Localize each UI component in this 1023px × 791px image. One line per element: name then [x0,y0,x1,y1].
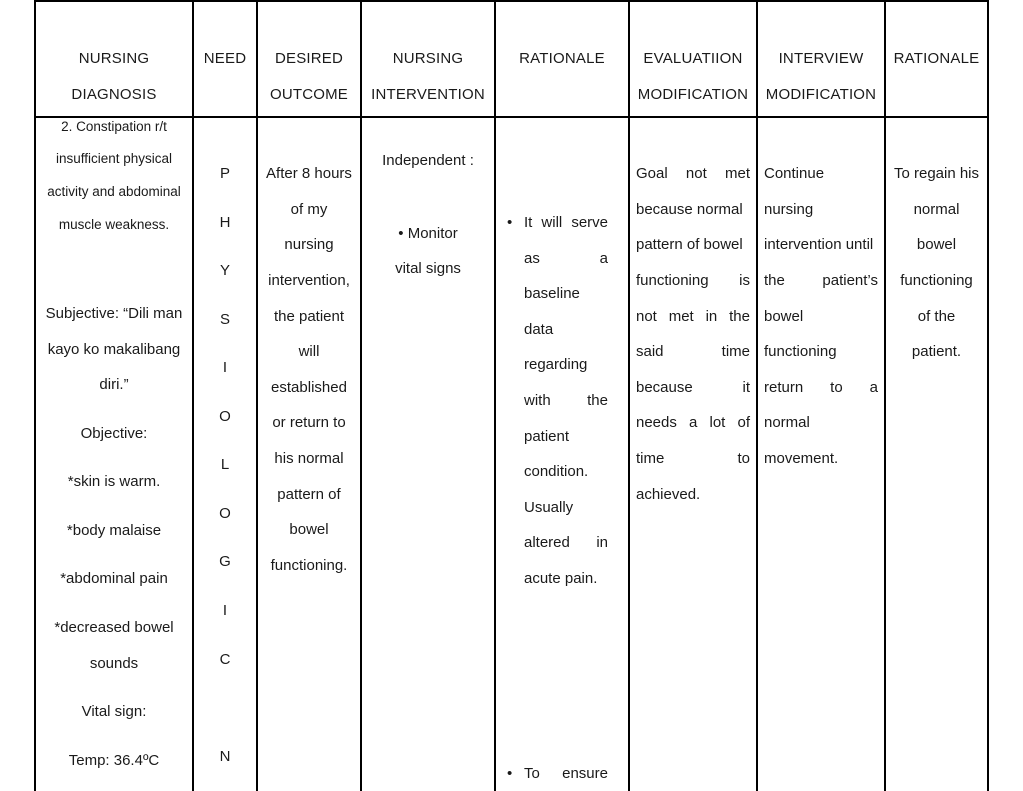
word: a [869,379,878,396]
word: Goal [636,165,668,182]
word: time [636,450,665,467]
header-line: MODIFICATION [765,86,877,103]
bullet-icon: • [398,225,404,242]
word: ensure [562,765,608,782]
intervention-item [362,225,494,243]
interview-line: bowel [764,308,804,325]
objective-line: *skin is warm. [67,473,161,490]
subjective-line: Subjective: “Dili man [45,305,183,322]
header-need [194,2,256,116]
header-desired-outcome [258,2,360,116]
evaluation-line: because normal [636,201,743,218]
diagnosis-line: insufficient physical [55,151,173,166]
rationale-line [524,250,608,268]
interview-line: functioning [764,343,837,360]
objective-line: *decreased bowel [54,619,174,636]
rationale-line: acute pain. [524,570,598,587]
word: the [587,392,608,409]
word: of [737,414,750,431]
word: a [689,414,698,431]
header-line: NURSING [78,50,150,67]
word: patient’s [822,272,878,289]
outcome-line: or return to [272,414,346,431]
need-letter: I [222,602,228,619]
header-line: DESIRED [274,50,344,67]
interview-line: intervention until [764,236,874,253]
rationale2-line: normal [913,201,960,218]
header-line: NURSING [392,50,464,67]
cell-rationale-2 [886,118,987,791]
interview-line: movement. [764,450,839,467]
word: to [737,450,750,467]
interview-line: Continue [764,165,825,182]
header-line: RATIONALE [519,50,605,67]
interview-line: nursing [764,201,814,218]
rationale2-line: of the [917,308,956,325]
rationale-line: regarding [524,356,588,373]
header-nursing-diagnosis [36,2,192,116]
header-line: DIAGNOSIS [71,86,157,103]
header-line: RATIONALE [893,50,980,67]
bullet-icon: • [507,765,513,782]
objective-line: *body malaise [66,522,162,539]
need-letter: I [222,359,228,376]
interview-line: normal [764,414,810,431]
need-letter: S [219,311,230,328]
header-line: EVALUATIION [643,50,743,67]
temperature-value: Temp: 36.4ºC [68,752,160,769]
need-letter: P [219,165,230,182]
rationale-line [524,765,608,783]
col-border-8 [987,0,989,791]
word: the [729,308,750,325]
objective-label: Objective: [80,425,148,442]
evaluation-line [636,379,750,397]
evaluation-line: pattern of bowel [636,236,743,253]
outcome-line: intervention, [268,272,350,289]
rationale-line: Usually [524,499,574,516]
need-letter: H [219,214,231,231]
need-letter: N [219,748,231,765]
header-line: MODIFICATION [637,86,749,103]
cell-desired-outcome [258,118,360,791]
header-line: INTERVIEW [778,50,864,67]
evaluation-line [636,343,750,361]
word: is [739,272,750,289]
word: return [764,379,804,396]
rationale-line: condition. [524,463,589,480]
evaluation-line [636,165,750,183]
outcome-line: of my [290,201,328,218]
outcome-line: his normal [274,450,344,467]
word: lot [709,414,726,431]
evaluation-line: achieved. [636,486,701,503]
rationale-line [524,214,608,232]
word: it [742,379,750,396]
word: said [636,343,664,360]
word: not [685,165,707,182]
need-letter: L [220,456,230,473]
outcome-line: After 8 hours [266,165,352,182]
rationale-line: baseline [524,285,580,302]
word: in [596,534,608,551]
bullet-icon: • [507,214,513,231]
diagnosis-line: muscle weakness. [58,217,170,232]
word: needs [636,414,677,431]
rationale-line: patient [524,428,570,445]
evaluation-line [636,272,750,290]
independent-label: Independent : [382,152,474,169]
word: met [724,165,750,182]
diagnosis-line: 2. Constipation r/t [61,119,167,134]
header-interview-modification [758,2,884,116]
word: It [524,214,533,231]
word: functioning [636,272,709,289]
word: to [830,379,843,396]
cell-rationale-1 [496,118,628,791]
word: altered [524,534,570,551]
rationale2-line: patient. [911,343,962,360]
outcome-line: functioning. [270,557,348,574]
evaluation-line [636,414,750,432]
header-line: OUTCOME [269,86,349,103]
vital-sign-label: Vital sign: [81,703,147,720]
evaluation-line [636,308,750,326]
objective-line: sounds [89,655,139,672]
word: the [764,272,785,289]
word: with [524,392,551,409]
need-letter: O [219,408,231,425]
need-letter: Y [219,262,230,279]
subjective-line: diri.” [99,376,129,393]
outcome-line: established [271,379,347,396]
outcome-line: will [298,343,320,360]
word: because [636,379,693,396]
word: not [636,308,657,325]
rationale-line [524,392,608,410]
objective-line: *abdominal pain [60,570,168,587]
word: a [599,250,608,267]
header-line: NEED [203,50,247,67]
word: serve [571,214,608,231]
outcome-line: pattern of [277,486,341,503]
word: time [721,343,750,360]
rationale-line [524,534,608,552]
diagnosis-line: activity and abdominal [47,184,181,199]
intervention-item-text: Monitor [407,225,458,242]
rationale2-line: functioning [900,272,973,289]
word: will [541,214,563,231]
rationale-line: data [524,321,554,338]
word: To [524,765,540,782]
need-letter: O [219,505,231,522]
evaluation-line [636,450,750,468]
need-letter: C [219,651,231,668]
header-nursing-intervention [362,2,494,116]
outcome-line: the patient [273,308,345,325]
cell-nursing-intervention [362,118,494,791]
word: met [668,308,694,325]
word: as [524,250,540,267]
cell-nursing-diagnosis [36,118,192,791]
rationale2-line: To regain his [893,165,980,182]
cell-interview-modification [758,118,884,791]
outcome-line: nursing [284,236,334,253]
need-letter: G [219,553,231,570]
cell-need [194,118,256,791]
header-rationale-1 [496,2,628,116]
word: in [705,308,718,325]
interview-line [764,272,878,290]
subjective-line: kayo ko makalibang [47,341,181,358]
rationale2-line: bowel [916,236,957,253]
outcome-line: bowel [289,521,329,538]
header-rationale-2 [886,2,987,116]
header-evaluation-modification [630,2,756,116]
interview-line [764,379,878,397]
intervention-item-continued: vital signs [395,260,461,277]
cell-evaluation-modification [630,118,756,791]
header-line: INTERVENTION [371,86,485,103]
